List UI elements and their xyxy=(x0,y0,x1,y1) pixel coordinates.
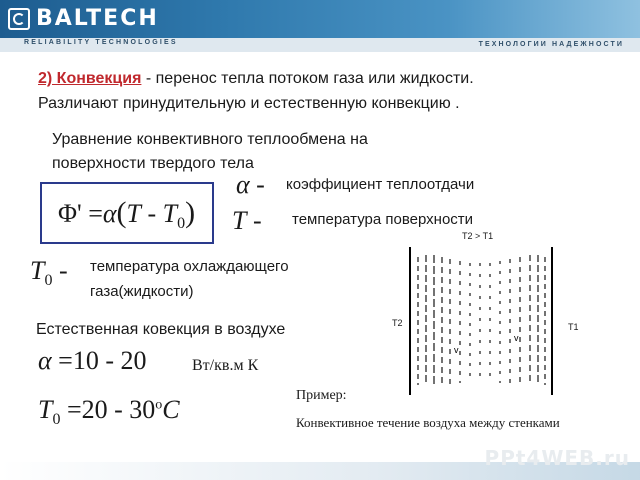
diagram-right-label: T1 xyxy=(568,322,579,332)
example-title: Пример: xyxy=(296,388,347,403)
example-caption: Конвективное течение воздуха между стенками xyxy=(296,415,560,430)
t0-label-line2: газа(жидкости) xyxy=(90,283,194,300)
alpha-unit: Вт/кв.м К xyxy=(192,357,259,374)
watermark: PPt4WEB.ru xyxy=(484,446,630,470)
velocity-label-left: v xyxy=(454,345,459,355)
t-label: температура поверхности xyxy=(292,211,474,228)
t-symbol: T - xyxy=(232,206,262,235)
diagram-left-label: T2 xyxy=(392,318,403,328)
brand-logo xyxy=(8,6,159,32)
convection-heading: 2) Конвекция xyxy=(38,70,142,87)
heat-flux-formula: $\Phi' =\alpha(T - T_0)$ xyxy=(58,196,196,233)
tagline-right: ТЕХНОЛОГИИ НАДЕЖНОСТИ xyxy=(478,41,624,48)
convection-diagram xyxy=(404,245,560,397)
formula-box xyxy=(40,182,214,244)
convection-definition xyxy=(38,70,474,88)
logo-icon xyxy=(8,8,30,30)
alpha-symbol: α - xyxy=(236,170,265,199)
tagline-left: RELIABILITY TECHNOLOGIES xyxy=(24,39,178,46)
convection-types: Различают принудительную и естественную конвекцию . xyxy=(38,95,460,112)
alpha-range: α =10 - 20 xyxy=(38,346,147,375)
header-bar xyxy=(0,0,640,52)
convection-def-text: - перенос тепла потоком газа или жидкости. xyxy=(141,70,474,87)
t0-symbol: $T_0$ - xyxy=(30,256,68,290)
natural-convection-air: Естественная ковекция в воздухе xyxy=(36,321,286,338)
t0-label-line1: температура охлаждающего xyxy=(90,258,289,275)
brand-name: BALTECH xyxy=(36,6,159,31)
velocity-label-right: v xyxy=(514,333,519,343)
alpha-label: коэффициент теплоотдачи xyxy=(286,176,475,193)
t0-range: $T_0 =20 - 30^oC$ xyxy=(38,395,180,429)
equation-intro: Уравнение конвективного теплообмена на поверхности твердого тела xyxy=(52,131,368,172)
diagram-top-label: T2 > T1 xyxy=(462,231,494,241)
